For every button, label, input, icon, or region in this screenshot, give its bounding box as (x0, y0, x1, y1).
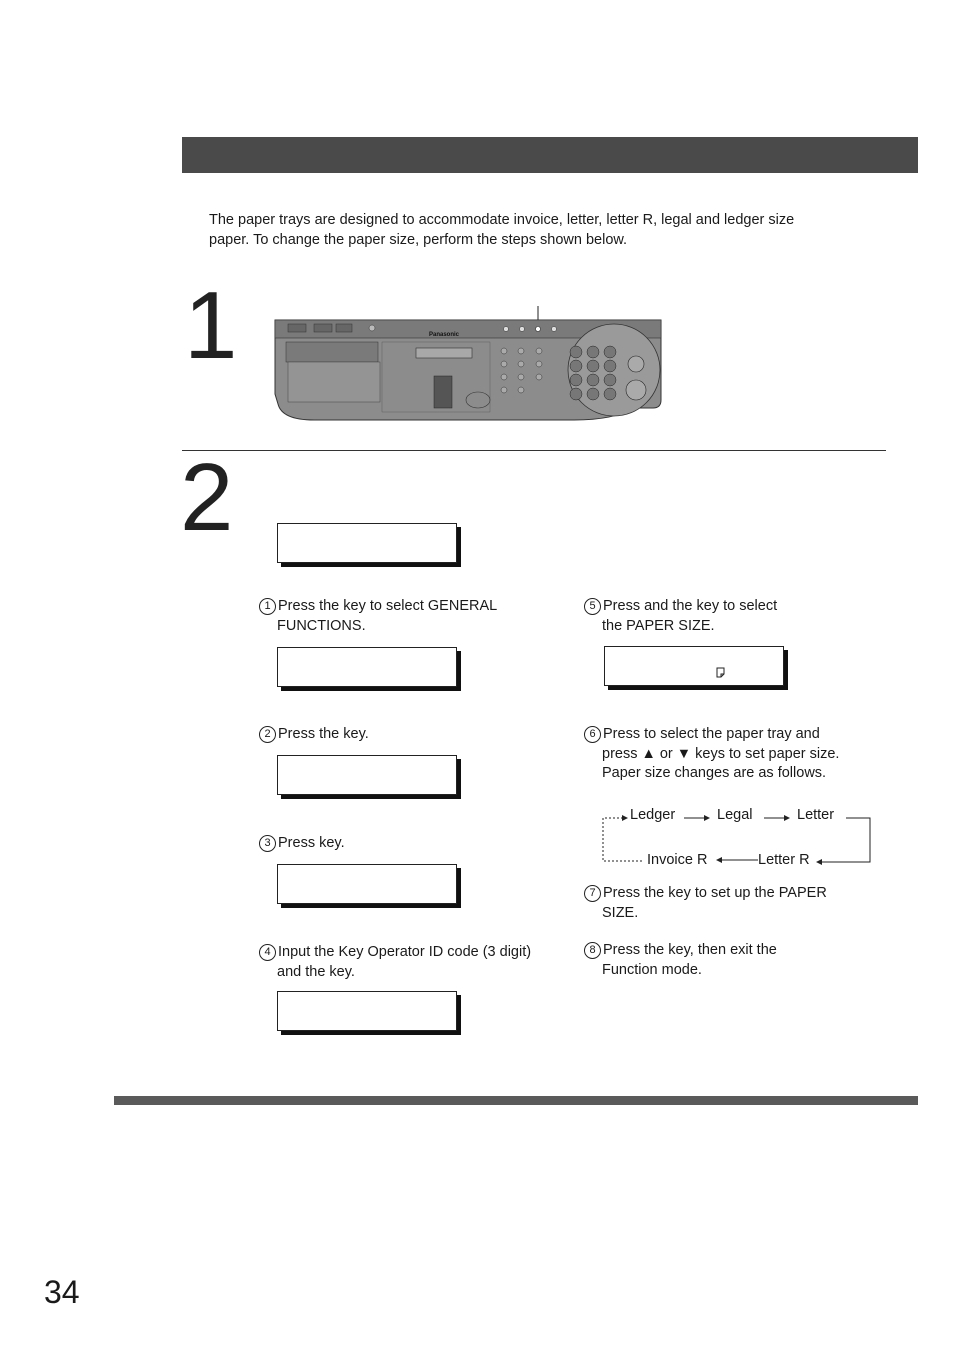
flow-invoice-r: Invoice R (647, 852, 708, 868)
intro-line-1: The paper trays are designed to accommodate invoice, letter, letter R, legal and ledger size (209, 212, 795, 228)
step-badge-1: 1 (259, 598, 276, 615)
instruction-1 (259, 597, 559, 636)
intro-paragraph (209, 211, 909, 250)
lcd-display-step-1 (277, 647, 457, 687)
lcd-display-step-5 (604, 646, 784, 686)
section-header-bar (182, 137, 918, 173)
step-badge-2: 2 (259, 726, 276, 743)
flow-letter-r: Letter R (758, 852, 810, 868)
brand-logo: Panasonic (429, 332, 460, 338)
lcd-display-step-3 (277, 864, 457, 904)
lcd-display-step-4 (277, 991, 457, 1031)
flow-ledger: Ledger (630, 807, 676, 823)
step-badge-6: 6 (584, 726, 601, 743)
intro-line-2: paper. To change the paper size, perform the steps shown below. (209, 231, 628, 248)
step-number-1: 1 (184, 272, 238, 379)
instruction-6 (584, 725, 884, 784)
instruction-1-line-2: FUNCTIONS. (277, 617, 366, 634)
instruction-3-line-1: Press key. (278, 835, 345, 851)
instruction-5-line-1: Press and the key to select (603, 598, 778, 614)
step-badge-4: 4 (259, 944, 276, 961)
instruction-7-line-1: Press the key to set up the PAPER (603, 885, 827, 901)
instruction-4-line-2: and the key. (277, 963, 355, 980)
instruction-4-line-1: Input the Key Operator ID code (3 digit) (278, 944, 532, 960)
instruction-5-line-2: the PAPER SIZE. (602, 617, 715, 634)
instruction-3 (259, 834, 559, 854)
instruction-2 (259, 725, 559, 745)
control-panel-illustration (274, 304, 664, 424)
instruction-7-line-2: SIZE. (602, 904, 639, 921)
instruction-6-line-1: Press to select the paper tray and (603, 726, 820, 742)
instruction-1-line-1: Press the key to select GENERAL (278, 598, 498, 614)
page-number: 34 (44, 1274, 80, 1310)
flow-legal: Legal (717, 807, 753, 823)
instruction-8-line-1: Press the key, then exit the (603, 942, 777, 958)
lcd-display-initial (277, 523, 457, 563)
flow-letter: Letter (797, 807, 835, 823)
instruction-5 (584, 597, 884, 636)
step-badge-8: 8 (584, 942, 601, 959)
step-divider (182, 450, 886, 451)
instruction-2-line-1: Press the key. (278, 726, 369, 742)
instruction-7 (584, 884, 884, 923)
instruction-8-line-2: Function mode. (602, 961, 702, 978)
instruction-6-line-2: press ▲ or ▼ keys to set paper size. (602, 745, 840, 762)
step-badge-3: 3 (259, 835, 276, 852)
paper-size-flow-diagram (600, 804, 874, 868)
instruction-8 (584, 941, 884, 980)
lcd-display-step-2 (277, 755, 457, 795)
instruction-6-line-3: Paper size changes are as follows. (602, 765, 827, 781)
step-badge-5: 5 (584, 598, 601, 615)
paper-icon (716, 667, 725, 678)
step-number-2: 2 (180, 444, 234, 551)
step-badge-7: 7 (584, 885, 601, 902)
instruction-4 (259, 943, 559, 982)
control-panel-graphic (274, 304, 664, 424)
section-footer-bar (114, 1096, 918, 1105)
